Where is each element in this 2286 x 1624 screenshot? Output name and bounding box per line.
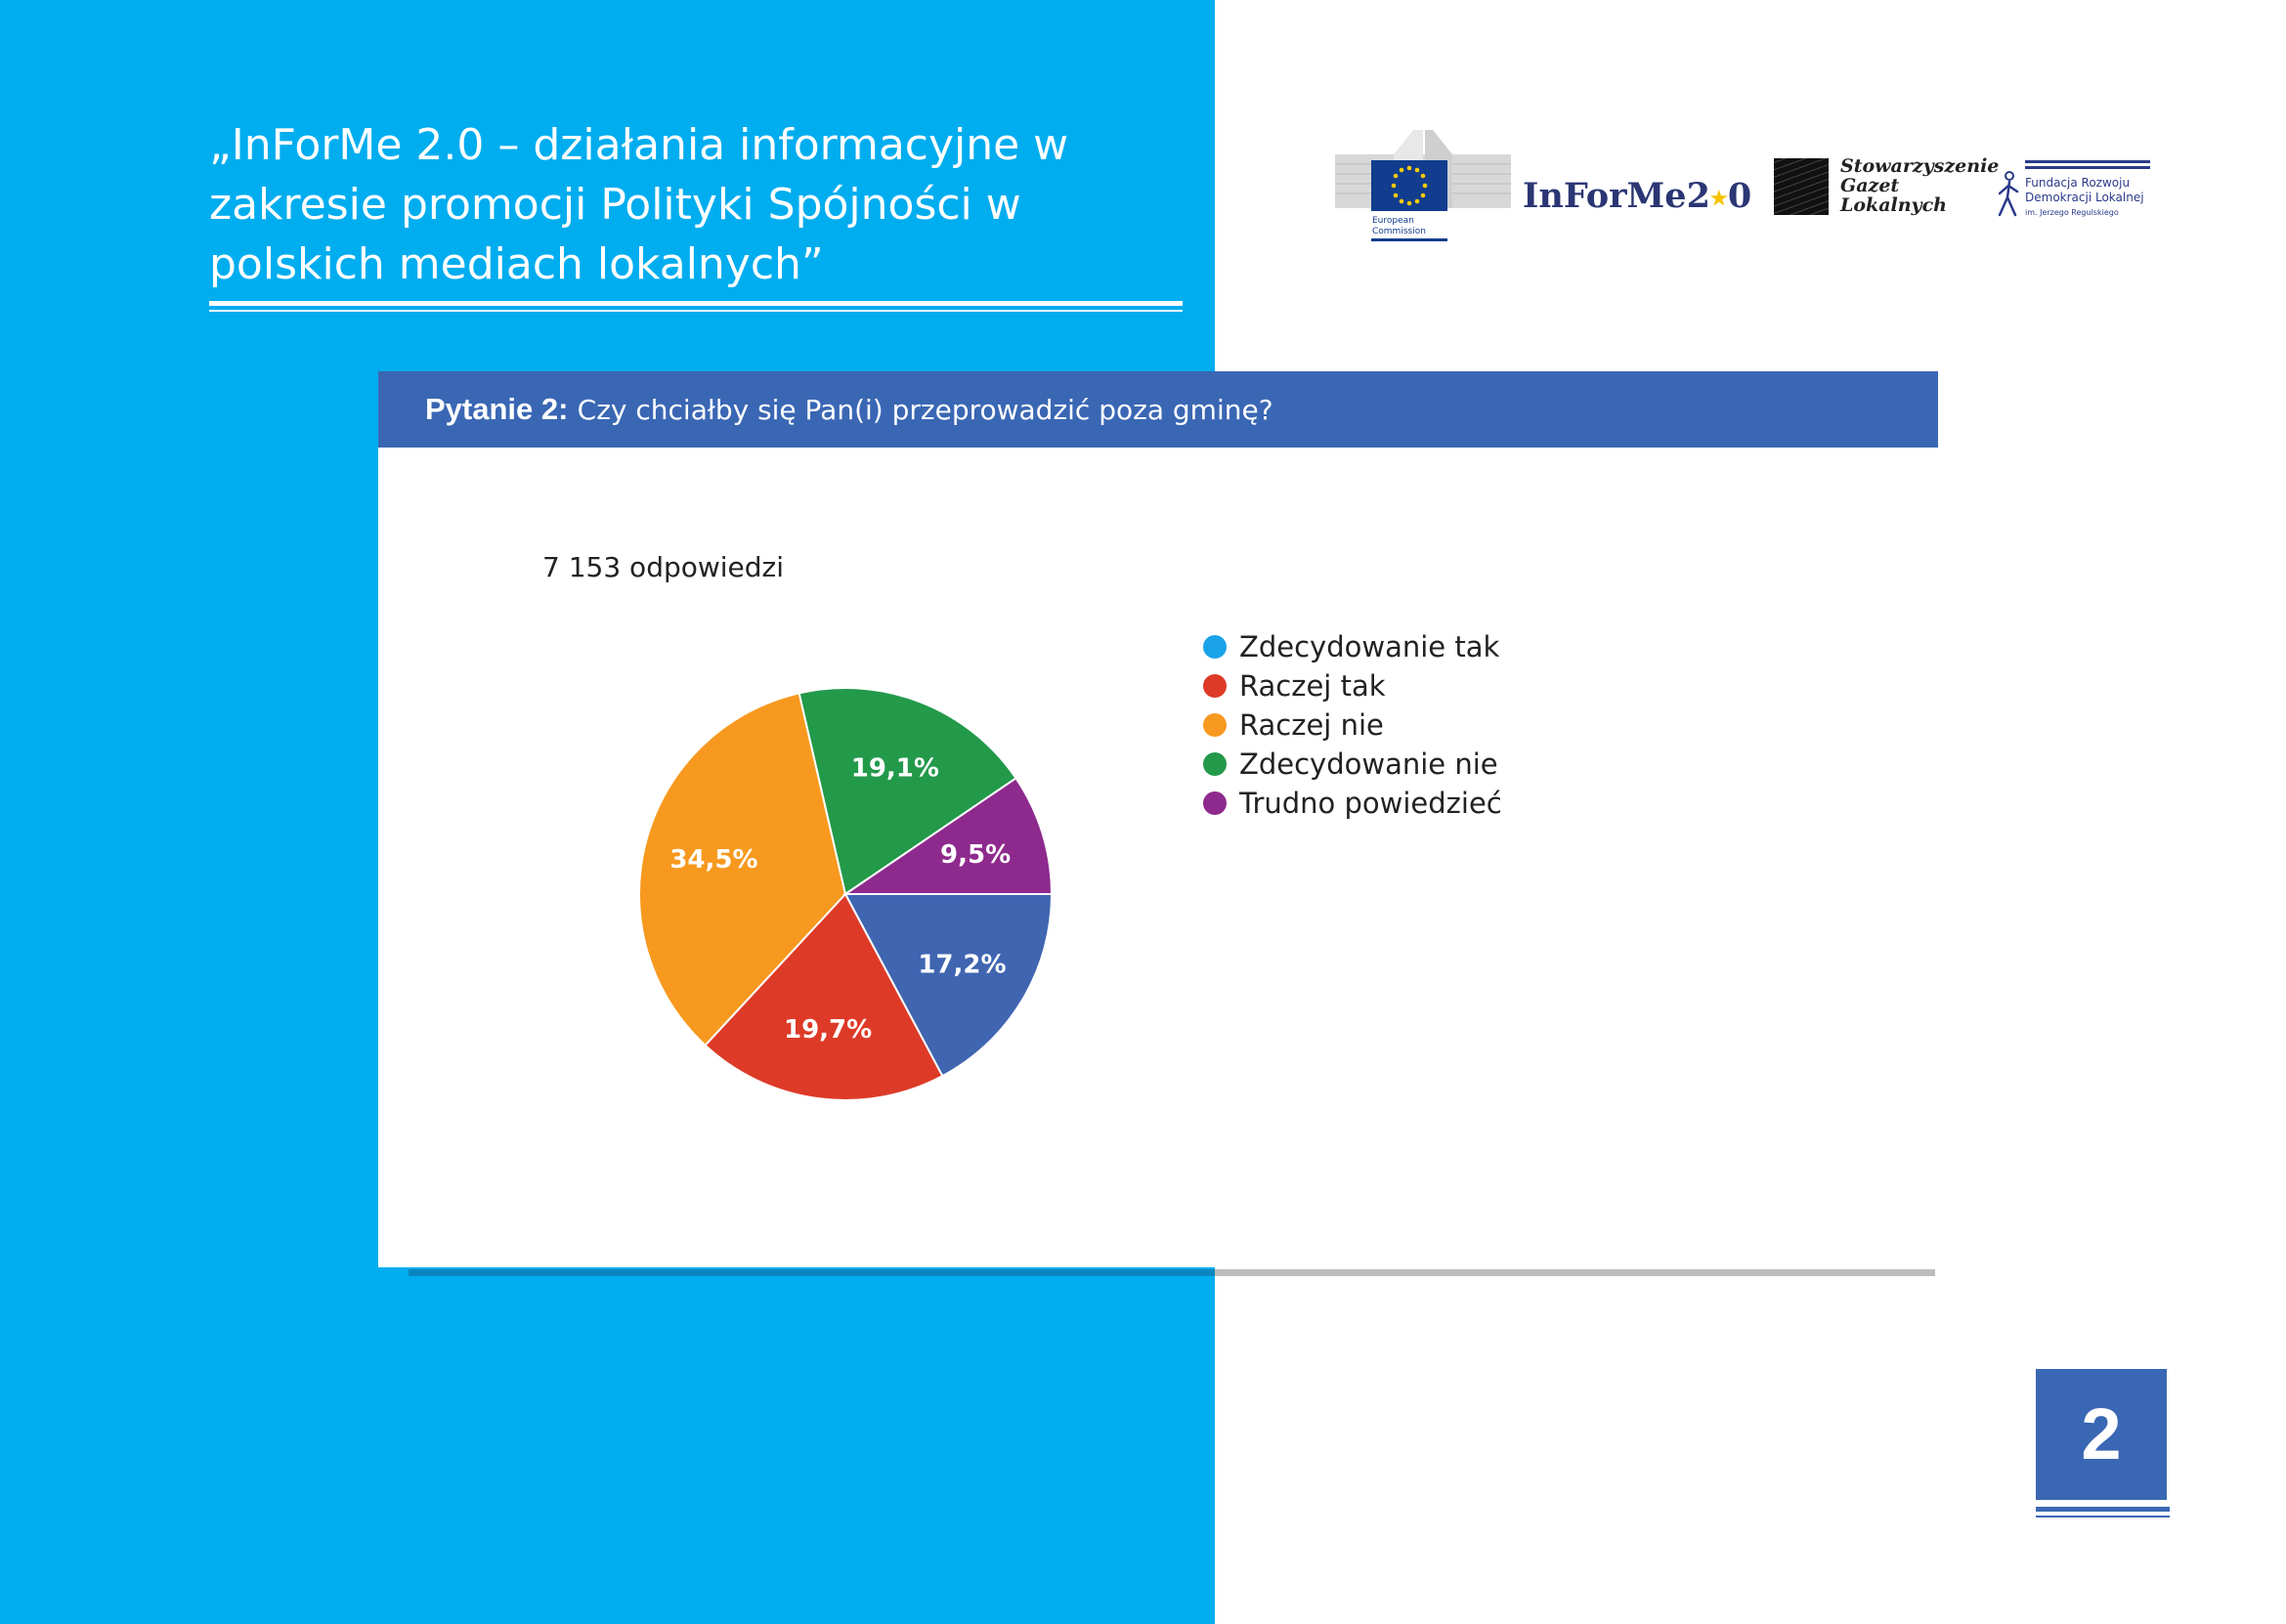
legend-item [1203,627,1502,666]
pie-slice-label: 34,5% [669,845,758,876]
question-card [378,371,1938,1267]
chart-legend [1203,627,1502,823]
page-number-underline [2036,1507,2170,1512]
legend-dot-icon [1203,752,1227,776]
legend-item [1203,666,1502,705]
svg-text:European: European [1372,216,1414,226]
legend-item [1203,705,1502,745]
newspaper-icon [1774,158,1829,215]
legend-label: Raczej nie [1239,708,1384,742]
walking-figure-icon [1996,170,2021,221]
legend-item [1203,784,1502,823]
question-text: Czy chciałby się Pan(i) przeprowadzić poza gminę? [577,394,1273,426]
title-underline [209,301,1183,306]
legend-label: Trudno powiedzieć [1239,787,1502,820]
legend-label: Zdecydowanie nie [1239,748,1498,781]
title-underline-thin [209,310,1183,312]
legend-dot-icon [1203,635,1227,659]
fundacja-rozwoju-demokracji-logo: Fundacja Rozwoju Demokracji Lokalnej im. Jerzego Regulskiego [1996,156,2152,225]
pie-slice-label: 9,5% [940,840,1012,871]
question-header [378,371,1938,448]
legend-dot-icon [1203,791,1227,815]
legend-dot-icon [1203,713,1227,737]
pie-slice-label: 19,1% [850,753,939,784]
response-count: 7 153 odpowiedzi [542,551,785,583]
question-label: Pytanie 2: [425,392,569,426]
legend-item [1203,745,1502,784]
document-title: „InForMe 2.0 – działania informacyjne w zakresie promocji Polityki Spójności w polskich mediach lokalnych” [209,120,1069,289]
page-number-underline-thin [2036,1516,2170,1517]
card-shadow-left [409,1269,1215,1276]
stowarzyszenie-gazet-lokalnych-logo: Stowarzyszenie Gazet Lokalnych [1774,156,1984,221]
page-number: 2 [2036,1369,2167,1500]
legend-label: Zdecydowanie tak [1239,630,1500,663]
legend-dot-icon [1203,674,1227,698]
star-icon: ★ [1709,186,1728,210]
informe-logo: InForMe2★0 [1523,176,1752,216]
pie-slice-label: 19,7% [784,1015,873,1046]
european-commission-logo [1335,125,1511,247]
legend-label: Raczej tak [1239,669,1386,703]
svg-text:Commission: Commission [1372,227,1426,236]
pie-chart [616,664,1075,1124]
pie-slice-label: 17,2% [918,950,1007,980]
